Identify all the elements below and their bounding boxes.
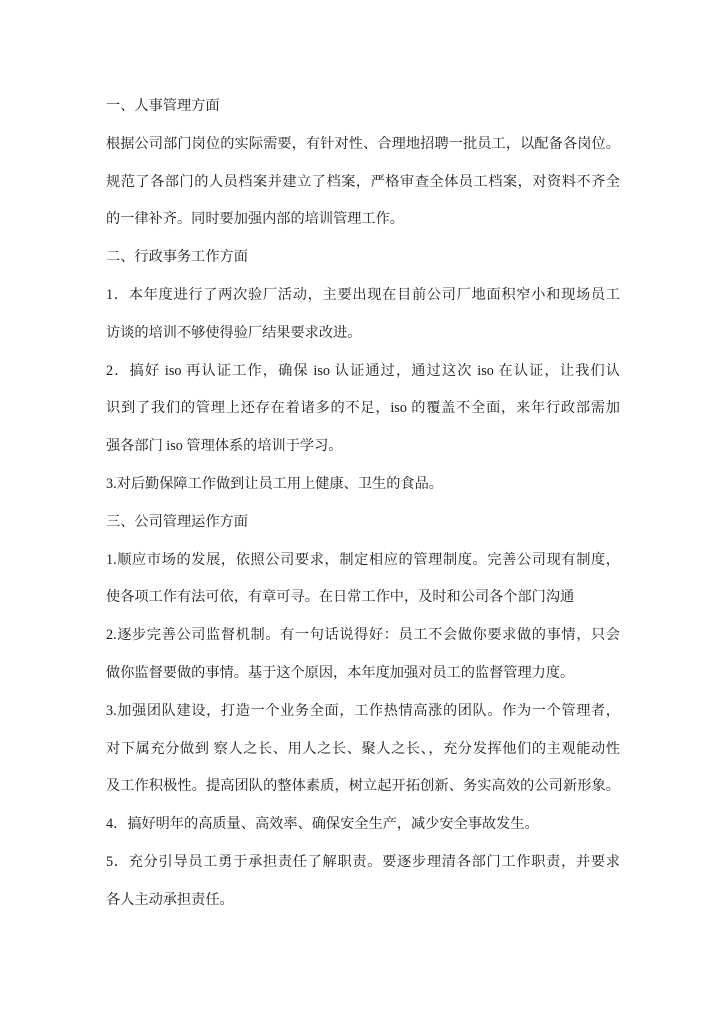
- text-line: 2.逐步完善公司监督机制。有一句话说得好：员工不会做你要求做的事情，只会: [106, 627, 620, 644]
- text-line: 使各项工作有法可依，有章可寻。在日常工作中，及时和公司各个部门沟通: [106, 589, 575, 606]
- section-heading: 三、公司管理运作方面: [106, 513, 248, 530]
- text-line: 2．搞好 iso 再认证工作，确保 iso 认证通过，通过这次 iso 在认证，让我们认: [106, 362, 620, 379]
- text-line: 5．充分引导员工勇于承担责任了解职责。要逐步理清各部门工作职责，并要求: [106, 853, 620, 870]
- text-line: 各人主动承担责任。: [106, 891, 234, 908]
- document-body: [106, 88, 620, 920]
- text-line: 及工作积极性。提高团队的整体素质，树立起开拓创新、务实高效的公司新形象。: [106, 778, 620, 795]
- text-line: 强各部门 iso 管理体系的培训于学习。: [106, 438, 343, 455]
- text-line: 3.加强团队建设，打造一个业务全面，工作热情高涨的团队。作为一个管理者，: [106, 702, 620, 719]
- text-line: 根据公司部门岗位的实际需要，有针对性、合理地招聘一批员工，以配备各岗位。: [106, 135, 620, 152]
- text-line: 1.顺应市场的发展，依照公司要求，制定相应的管理制度。完善公司现有制度，: [106, 551, 620, 568]
- text-line: 对下属充分做到 察人之长、用人之长、聚人之长、，充分发挥他们的主观能动性: [106, 740, 620, 757]
- text-line: 4．搞好明年的高质量、高效率、确保安全生产，减少安全事故发生。: [106, 816, 539, 833]
- section-heading: 二、行政事务工作方面: [106, 249, 248, 266]
- text-line: 识到了我们的管理上还存在着诸多的不足，iso 的覆盖不全面，来年行政部需加: [106, 400, 620, 417]
- text-line: 的一律补齐。同时要加强内部的培训管理工作。: [106, 211, 404, 228]
- text-line: 访谈的培训不够使得验厂结果要求改进。: [106, 324, 362, 341]
- text-line: 做你监督要做的事情。基于这个原因，本年度加强对员工的监督管理力度。: [106, 664, 575, 681]
- text-line: 规范了各部门的人员档案并建立了档案，严格审查全体员工档案，对资料不齐全: [106, 173, 620, 190]
- text-line: 1．本年度进行了两次验厂活动，主要出现在目前公司厂地面积窄小和现场员工: [106, 286, 620, 303]
- text-line: 3.对后勤保障工作做到让员工用上健康、卫生的食品。: [106, 475, 443, 492]
- section-heading: 一、人事管理方面: [106, 98, 220, 114]
